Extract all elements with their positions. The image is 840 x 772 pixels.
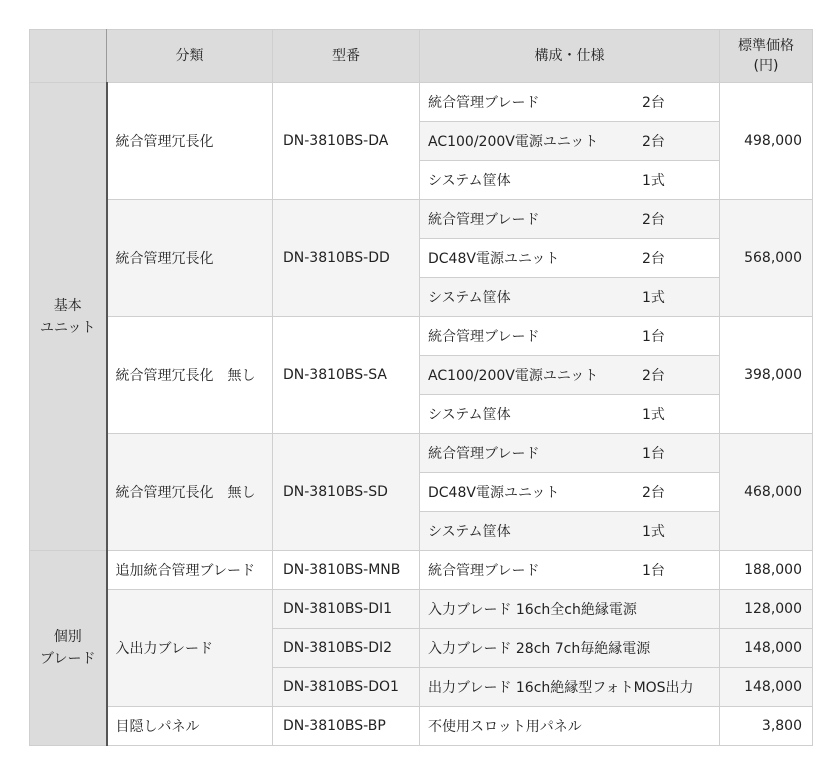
price-cell: 398,000 [720,317,813,434]
spec-name: システム筐体 [428,407,511,423]
spec-qty: 1台 [642,329,665,345]
spec-cell [420,239,720,278]
price-cell: 148,000 [720,668,813,707]
spec-cell [420,473,720,512]
spec-name: システム筐体 [428,173,511,189]
category-cell: 統合管理冗長化 無し [107,317,273,434]
spec-cell [420,356,720,395]
spec-cell: 入力ブレード 28ch 7ch毎絶縁電源 [420,629,720,668]
category-cell: 統合管理冗長化 [107,83,273,200]
group-label-line: ユニット [40,319,96,336]
spec-cell [420,395,720,434]
category-cell: 追加統合管理ブレード [107,551,273,590]
model-cell: DN-3810BS-MNB [273,551,420,590]
spec-qty: 1式 [642,524,665,540]
spec-cell [420,434,720,473]
spec-qty: 2台 [642,368,665,384]
spec-qty: 2台 [642,212,665,228]
spec-cell: 不使用スロット用パネル [420,707,720,746]
model-cell: DN-3810BS-DA [273,83,420,200]
price-cell: 148,000 [720,629,813,668]
table-row [30,551,813,590]
spec-cell: 入力ブレード 16ch全ch絶縁電源 [420,590,720,629]
spec-qty: 1式 [642,407,665,423]
price-cell: 128,000 [720,590,813,629]
spec-cell [420,551,720,590]
spec-qty: 2台 [642,485,665,501]
spec-name: DC48V電源ユニット [428,251,560,267]
model-cell: DN-3810BS-DD [273,200,420,317]
spec-cell [420,317,720,356]
spec-cell [420,512,720,551]
table-row [30,317,813,356]
spec-name: AC100/200V電源ユニット [428,134,599,150]
price-cell: 468,000 [720,434,813,551]
spec-cell [420,200,720,239]
price-cell: 568,000 [720,200,813,317]
model-cell: DN-3810BS-DI1 [273,590,420,629]
header-row [30,30,813,83]
price-cell: 3,800 [720,707,813,746]
header-model: 型番 [273,30,420,83]
spec-qty: 1台 [642,446,665,462]
header-price [720,30,813,83]
table-row [30,200,813,239]
header-price-line2: (円) [753,58,779,74]
model-cell: DN-3810BS-SA [273,317,420,434]
spec-cell [420,161,720,200]
category-cell: 入出力ブレード [107,590,273,707]
spec-name: 統合管理ブレード [428,563,540,579]
header-price-line1: 標準価格 [738,38,794,54]
spec-cell: 出力ブレード 16ch絶縁型フォトMOS出力 [420,668,720,707]
spec-name: AC100/200V電源ユニット [428,368,599,384]
spec-qty: 2台 [642,251,665,267]
model-cell: DN-3810BS-SD [273,434,420,551]
group-label-line: ブレード [40,651,96,667]
price-table [29,29,813,746]
category-cell: 目隠しパネル [107,707,273,746]
spec-name: 統合管理ブレード [428,446,540,462]
group-label-individual-blade [30,551,107,746]
spec-cell [420,83,720,122]
group-label-line: 個別 [53,629,82,645]
price-cell: 498,000 [720,83,813,200]
spec-name: 統合管理ブレード [428,329,540,345]
spec-name: システム筐体 [428,290,511,306]
spec-cell [420,122,720,161]
table-row [30,434,813,473]
spec-name: システム筐体 [428,524,511,540]
spec-qty: 1式 [642,290,665,306]
header-blank [30,30,107,83]
header-category: 分類 [107,30,273,83]
model-cell: DN-3810BS-DI2 [273,629,420,668]
spec-qty: 2台 [642,95,665,111]
category-cell: 統合管理冗長化 [107,200,273,317]
spec-cell [420,278,720,317]
group-label-line: 基本 [53,297,82,314]
price-cell: 188,000 [720,551,813,590]
spec-name: DC48V電源ユニット [428,485,560,501]
spec-qty: 2台 [642,134,665,150]
model-cell: DN-3810BS-BP [273,707,420,746]
header-spec: 構成・仕様 [420,30,720,83]
spec-name: 統合管理ブレード [428,212,540,228]
group-label-basic-unit [30,83,107,551]
spec-qty: 1式 [642,173,665,189]
model-cell: DN-3810BS-DO1 [273,668,420,707]
table-row [30,83,813,122]
spec-qty: 1台 [642,563,665,579]
table-row [30,590,813,629]
table-row [30,707,813,746]
spec-name: 統合管理ブレード [428,95,540,111]
category-cell: 統合管理冗長化 無し [107,434,273,551]
